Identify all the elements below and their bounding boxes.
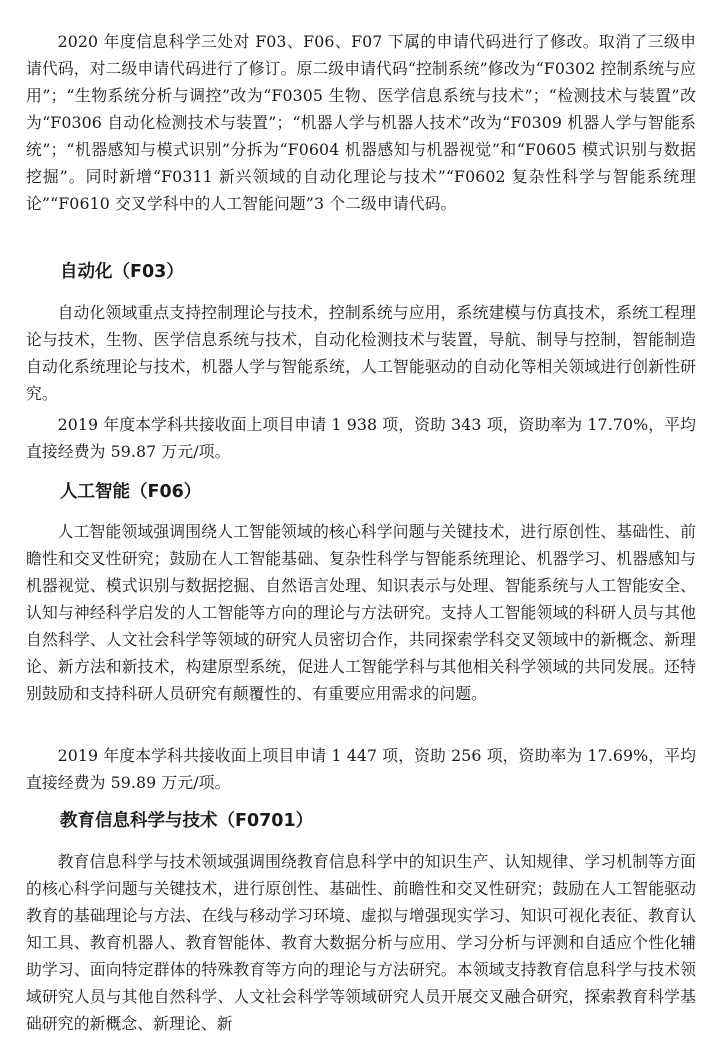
section-heading-automation: 自动化（F03）	[60, 262, 184, 282]
section-heading-education: 教育信息科学与技术（F0701）	[60, 811, 314, 831]
ai-statistics-paragraph: 2019 年度本学科共接收面上项目申请 1 447 项，资助 256 项，资助率为 17.69%，平均直接经费为 59.89 万元/项。	[26, 746, 696, 792]
education-description-paragraph: 教育信息科学与技术领域强调围绕教育信息科学中的知识生产、认知规律、学习机制等方面的核心科学问题与关键技术，进行原创性、基础性、前瞻性和交叉性研究；鼓励在人工智能驱动教育的基础理论与方法、在线与移动学习环境、虚拟与增强现实学习、知识可视化表征、教育认知工具、教育机器人、教育智能体、教育大数据分析与应用、学习分析与评测和自适应个性化辅助学习、面向特定群体的特殊教育等方向的理论与方法研究。本领域支持教育信息科学与技术领域研究人员与其他自然科学、人文社会科学等领域研究人员开展交叉融合研究，探索教育科学基础研究的新概念、新理论、新	[26, 852, 696, 1033]
section-heading-ai: 人工智能（F06）	[60, 482, 202, 502]
automation-statistics-paragraph: 2019 年度本学科共接收面上项目申请 1 938 项，资助 343 项，资助率为 17.70%，平均直接经费为 59.87 万元/项。	[26, 415, 696, 461]
automation-description-paragraph: 自动化领域重点支持控制理论与技术，控制系统与应用，系统建模与仿真技术，系统工程理论与技术，生物、医学信息系统与技术，自动化检测技术与装置，导航、制导与控制，智能制造自动化系统理论与技术，机器人学与智能系统，人工智能驱动的自动化等相关领域进行创新性研究。	[26, 303, 696, 403]
ai-description-paragraph: 人工智能领域强调围绕人工智能领域的核心科学问题与关键技术，进行原创性、基础性、前瞻性和交叉性研究；鼓励在人工智能基础、复杂性科学与智能系统理论、机器学习、机器感知与机器视觉、模式识别与数据挖掘、自然语言处理、知识表示与处理、智能系统与人工智能安全、认知与神经科学启发的人工智能等方向的理论与方法研究。支持人工智能领域的科研人员与其他自然科学、人文社会科学等领域的研究人员密切合作，共同探索学科交叉领域中的新概念、新理论、新方法和新技术，构建原型系统，促进人工智能学科与其他相关科学领域的共同发展。还特别鼓励和支持科研人员研究有颠覆性的、有重要应用需求的问题。	[26, 522, 696, 703]
intro-paragraph: 2020 年度信息科学三处对 F03、F06、F07 下属的申请代码进行了修改。取消了三级申请代码，对二级申请代码进行了修订。原二级申请代码“控制系统”修改为“F0302 控制系统与应用”；“生物系统分析与调控”改为“F0305 生物、医学信息系统与技术”；“检测技术与装置”改为“F0306 自动化检测技术与装置”；“机器人学与机器人技术”改为“F0309 机器人学与智能系统”；“机器感知与模式识别”分拆为“F0604 机器感知与机器视觉”和“F0605 模式识别与数据挖掘”。同时新增“F0311 新兴领域的自动化理论与技术”“F0602 复杂性科学与智能系统理论”“F0610 交叉学科中的人工智能问题”3 个二级申请代码。	[26, 32, 696, 213]
